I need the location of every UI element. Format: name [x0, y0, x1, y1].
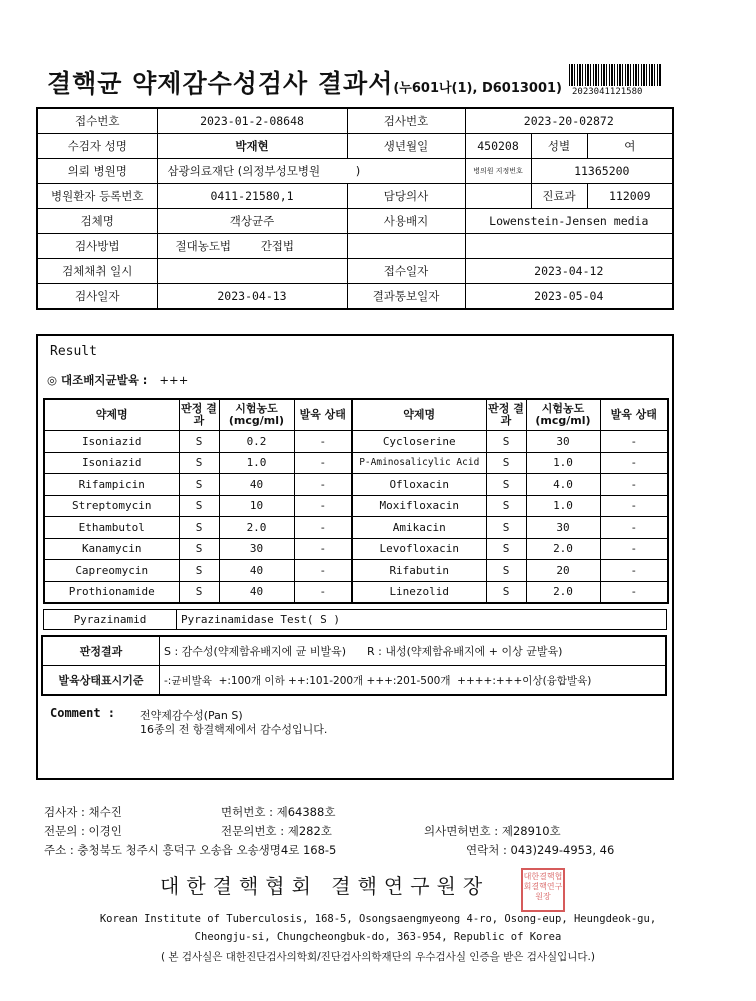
- comment-label: Comment :: [50, 706, 116, 720]
- comment-line: 전약제감수성(Pan S): [140, 709, 243, 722]
- info-value: 2023-04-13: [157, 284, 347, 310]
- judgement: S: [486, 538, 526, 560]
- pza-value: Pyrazinamidase Test( S ): [177, 610, 667, 630]
- concentration: 2.0: [526, 581, 600, 603]
- drug-name: Cycloserine: [352, 431, 486, 453]
- info-label: 검체채취 일시: [37, 259, 157, 284]
- concentration: 1.0: [526, 495, 600, 517]
- drug-name: P-Aminosalicylic Acid: [352, 452, 486, 474]
- drug-name: Ofloxacin: [352, 474, 486, 496]
- growth-status: -: [294, 538, 352, 560]
- info-value: 여: [587, 134, 673, 159]
- judgement: S: [179, 431, 219, 453]
- info-label: 결과통보일자: [347, 284, 465, 310]
- english-address-line: Korean Institute of Tuberculosis, 168-5, Osongsaengmyeong 4-ro, Osong-eup, Heungdeok-gu,: [99, 913, 657, 925]
- concentration: 1.0: [526, 452, 600, 474]
- concentration: 0.2: [219, 431, 294, 453]
- concentration: 30: [526, 517, 600, 539]
- comment-line: 16종의 전 항결핵제에서 감수성입니다.: [140, 723, 328, 736]
- info-value: 박재현: [157, 134, 347, 159]
- judgement: S: [486, 560, 526, 582]
- table-row: [44, 474, 668, 496]
- info-value: [465, 184, 531, 209]
- table-row: [44, 538, 668, 560]
- drug-name: Amikacin: [352, 517, 486, 539]
- drug-name: Levofloxacin: [352, 538, 486, 560]
- specialist: 전문의 : 이경인: [44, 824, 122, 838]
- table-row: [44, 431, 668, 453]
- drug-susceptibility-table: [43, 398, 669, 604]
- judgement: S: [486, 452, 526, 474]
- control-growth: [47, 372, 188, 388]
- result-title: Result: [50, 344, 97, 359]
- info-row: [37, 259, 673, 284]
- growth-status: -: [600, 495, 668, 517]
- concentration: 30: [526, 431, 600, 453]
- info-value: 0411-21580,1: [157, 184, 347, 209]
- certification-note: ( 본 검사실은 대한진단검사의학회/진단검사의학재단의 우수검사실 인증을 받은 검사실입니다.): [160, 951, 595, 963]
- info-value: 112009: [587, 184, 673, 209]
- judgement: S: [179, 517, 219, 539]
- info-row: [37, 108, 673, 134]
- info-label: 검사일자: [37, 284, 157, 310]
- concentration: 40: [219, 560, 294, 582]
- info-label: 검사방법: [37, 234, 157, 259]
- drug-name: Isoniazid: [44, 452, 179, 474]
- info-value: 객상균주: [157, 209, 347, 234]
- judgement: S: [179, 474, 219, 496]
- judgement: S: [179, 560, 219, 582]
- growth-status: -: [600, 560, 668, 582]
- info-row: [37, 284, 673, 310]
- growth-status: -: [600, 452, 668, 474]
- drug-name: Capreomycin: [44, 560, 179, 582]
- legend-label: 판정결과: [42, 636, 160, 666]
- column-header: 판정 결과: [179, 399, 219, 431]
- table-row: [44, 581, 668, 603]
- info-value: Lowenstein-Jensen media: [465, 209, 673, 234]
- method-2: 간접법: [260, 239, 295, 253]
- title-main: 결핵균 약제감수성검사 결과서: [47, 69, 394, 98]
- info-label: 접수일자: [347, 259, 465, 284]
- official-seal: 대한결핵협회결핵연구원장: [521, 868, 565, 912]
- info-label: 진료과: [531, 184, 587, 209]
- growth-status: -: [600, 474, 668, 496]
- legend-table: [41, 635, 667, 696]
- info-label: 성별: [531, 134, 587, 159]
- column-header: 발육 상태: [600, 399, 668, 431]
- judgement: S: [179, 538, 219, 560]
- pza-label: Pyrazinamid: [44, 610, 177, 630]
- table-row: [44, 495, 668, 517]
- growth-status: -: [600, 517, 668, 539]
- method-1: 절대농도법: [175, 239, 232, 253]
- barcode-graphic: [569, 64, 661, 86]
- growth-status: -: [294, 452, 352, 474]
- control-growth-label: ◎ 대조배지균발육 :: [47, 373, 148, 387]
- info-value: [157, 259, 347, 284]
- contact: 연락처 : 043)249-4953, 46: [466, 843, 615, 857]
- drug-name: Moxifloxacin: [352, 495, 486, 517]
- title-code: (누601나(1), D6013001): [393, 81, 562, 96]
- license-number: 면허번호 : 제64388호: [221, 805, 336, 819]
- info-row: [37, 234, 673, 259]
- column-header: 약제명: [44, 399, 179, 431]
- judgement: S: [179, 452, 219, 474]
- judgement: S: [486, 474, 526, 496]
- info-row: [37, 209, 673, 234]
- column-header: 시험농도 (mcg/ml): [526, 399, 600, 431]
- drug-name: Streptomycin: [44, 495, 179, 517]
- legend-row: [42, 636, 666, 666]
- table-header-row: [44, 399, 668, 431]
- info-row: [37, 184, 673, 209]
- info-value: 450208: [465, 134, 531, 159]
- specialist-number: 전문의번호 : 제282호: [221, 824, 332, 838]
- info-label: 사용배지: [347, 209, 465, 234]
- column-header: 발육 상태: [294, 399, 352, 431]
- info-value: 2023-05-04: [465, 284, 673, 310]
- concentration: 4.0: [526, 474, 600, 496]
- legend-row: [42, 666, 666, 696]
- hospital-name: 삼광의료재단 (의정부성모병원: [167, 164, 321, 178]
- hospital-name-close: ): [355, 164, 361, 178]
- judgement: S: [179, 581, 219, 603]
- growth-status: -: [600, 581, 668, 603]
- judgement: S: [486, 431, 526, 453]
- drug-name: Kanamycin: [44, 538, 179, 560]
- growth-status: -: [294, 474, 352, 496]
- info-label: 담당의사: [347, 184, 465, 209]
- concentration: 40: [219, 581, 294, 603]
- growth-status: -: [294, 431, 352, 453]
- growth-status: -: [600, 538, 668, 560]
- table-row: [44, 517, 668, 539]
- info-label: 생년월일: [347, 134, 465, 159]
- drug-name: Rifampicin: [44, 474, 179, 496]
- concentration: 1.0: [219, 452, 294, 474]
- drug-name: Prothionamide: [44, 581, 179, 603]
- info-value: 2023-04-12: [465, 259, 673, 284]
- drug-name: Rifabutin: [352, 560, 486, 582]
- column-header: 시험농도 (mcg/ml): [219, 399, 294, 431]
- info-label: 병의원 지정번호: [465, 159, 531, 184]
- info-value: [157, 159, 465, 184]
- judgement: S: [486, 495, 526, 517]
- info-label: 검사번호: [347, 108, 465, 134]
- info-label: 접수번호: [37, 108, 157, 134]
- column-header: 판정 결과: [486, 399, 526, 431]
- concentration: 2.0: [526, 538, 600, 560]
- document-title: [47, 64, 562, 100]
- examiner: 검사자 : 채수진: [44, 805, 122, 819]
- barcode-number: 2023041121580: [572, 87, 643, 97]
- judgement: S: [486, 581, 526, 603]
- growth-status: -: [294, 581, 352, 603]
- drug-name: Linezolid: [352, 581, 486, 603]
- info-row: [37, 134, 673, 159]
- info-value: [465, 234, 673, 259]
- column-header: 약제명: [352, 399, 486, 431]
- english-address-line: Cheongju-si, Chungcheongbuk-do, 363-954, Republic of Korea: [194, 931, 562, 943]
- concentration: 2.0: [219, 517, 294, 539]
- info-value: 2023-01-2-08648: [157, 108, 347, 134]
- judgement: S: [179, 495, 219, 517]
- table-row: [44, 560, 668, 582]
- doctor-license: 의사면허번호 : 제28910호: [424, 824, 561, 838]
- growth-status: -: [294, 495, 352, 517]
- info-label: 수검자 성명: [37, 134, 157, 159]
- info-label: 검체명: [37, 209, 157, 234]
- concentration: 40: [219, 474, 294, 496]
- institute-name: 대한결핵협회 결핵연구원장: [160, 874, 490, 898]
- growth-status: -: [294, 517, 352, 539]
- info-label: 병원환자 등록번호: [37, 184, 157, 209]
- info-value: 11365200: [531, 159, 673, 184]
- patient-info-table: [36, 107, 674, 310]
- info-value: [157, 234, 347, 259]
- info-value: [347, 234, 465, 259]
- judgement: S: [486, 517, 526, 539]
- info-row: [37, 159, 673, 184]
- growth-status: -: [294, 560, 352, 582]
- concentration: 30: [219, 538, 294, 560]
- pyrazinamide-row: [43, 609, 667, 630]
- control-growth-value: +++: [159, 373, 189, 387]
- info-label: 의뢰 병원명: [37, 159, 157, 184]
- legend-label: 발육상태표시기준: [42, 666, 160, 696]
- concentration: 10: [219, 495, 294, 517]
- concentration: 20: [526, 560, 600, 582]
- info-value: 2023-20-02872: [465, 108, 673, 134]
- legend-text: S : 감수성(약제함유배지에 균 비발육) R : 내성(약제함유배지에 + 이상 균발육): [160, 636, 667, 666]
- growth-status: -: [600, 431, 668, 453]
- table-row: [44, 452, 668, 474]
- legend-text: -:균비발육 +:100개 이하 ++:101-200개 +++:201-500개 ++++:+++이상(융합발육): [160, 666, 667, 696]
- address: 주소 : 충청북도 청주시 흥덕구 오송읍 오송생명4로 168-5: [44, 843, 337, 857]
- drug-name: Ethambutol: [44, 517, 179, 539]
- drug-name: Isoniazid: [44, 431, 179, 453]
